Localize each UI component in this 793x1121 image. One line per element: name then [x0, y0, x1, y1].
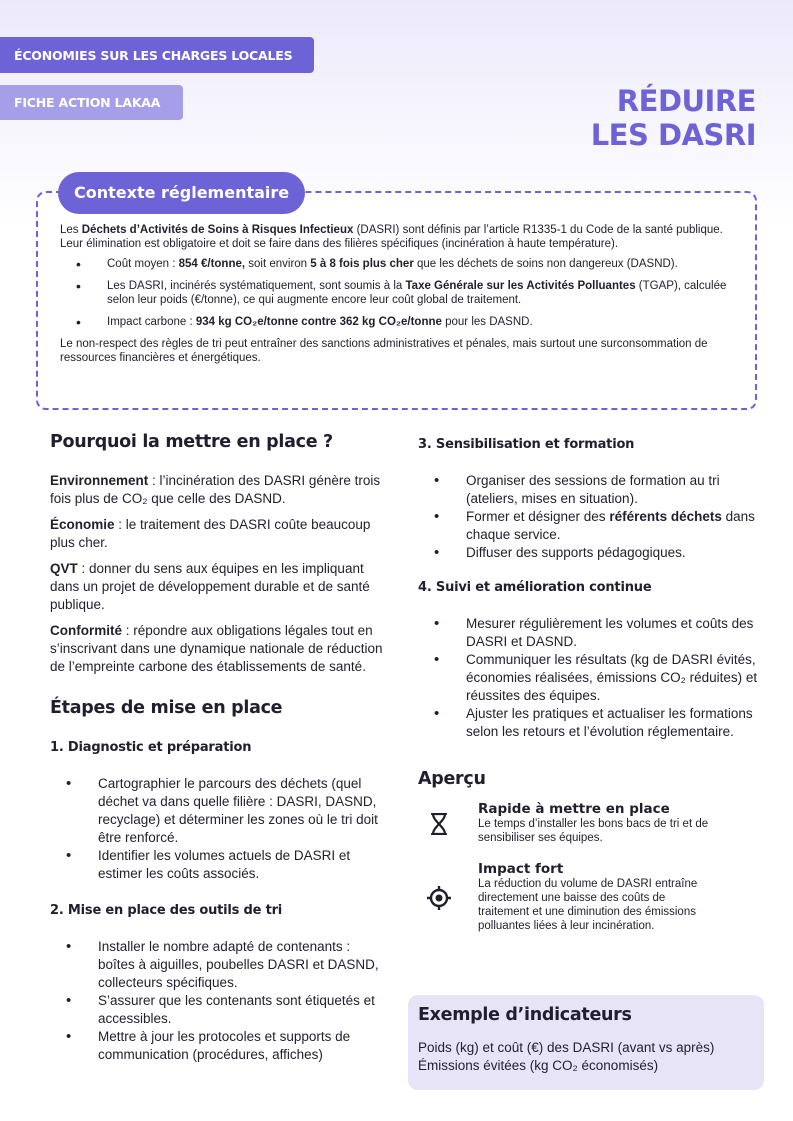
list-item: • Identifier les volumes actuels de DASRI et estimer les coûts associés. — [50, 847, 385, 883]
text: Les DASRI, incinérés systématiquement, sont soumis à la — [107, 280, 406, 292]
why-text: : le traitement des DASRI coûte beaucoup plus cher. — [50, 517, 371, 550]
bold-text: 5 à 8 fois plus cher — [310, 258, 414, 270]
why-heading: Pourquoi la mettre en place ? — [50, 432, 333, 452]
overview-item-title: Impact fort — [478, 861, 564, 877]
list-item — [60, 315, 740, 329]
overview-item-desc: La réduction du volume de DASRI entraîne directement une baisse des coûts de traitement et une diminution des émissions polluantes liées à leur incinération. — [478, 878, 698, 932]
list-item: • Mesurer régulièrement les volumes et coûts des DASRI et DASND. — [418, 615, 763, 651]
right-column — [418, 437, 763, 933]
overview-item-impact — [418, 861, 763, 933]
section-tag-label: ÉCONOMIES SUR LES CHARGES LOCALES — [14, 48, 293, 63]
page-title — [591, 84, 756, 152]
sheet-tag-label: FICHE ACTION LAKAA — [14, 95, 161, 110]
list-item: • Installer le nombre adapté de contenants : boîtes à aiguilles, poubelles DASRI et DASND, collecteurs spécifiques. — [50, 938, 385, 992]
list-item: • Mettre à jour les protocoles et supports de communication (procédures, affiches) — [50, 1028, 385, 1064]
left-column — [50, 432, 385, 1064]
bold-text: 934 kg CO₂e/tonne contre 362 kg CO₂e/tonne — [195, 316, 442, 328]
overview-item-quick — [418, 801, 763, 845]
section-tag — [0, 37, 314, 73]
title-line-2: LES DASRI — [590, 118, 756, 152]
list-item: • Ajuster les pratiques et actualiser les formations selon les retours et l’évolution réglementaire. — [418, 705, 763, 741]
list-item: • Cartographier le parcours des déchets (quel déchet va dans quelle filière : DASRI, DASND, recyclage) et déterminer les zones où le tri doit être renforcé. — [50, 775, 385, 847]
context-heading: Contexte réglementaire — [58, 172, 305, 214]
sheet-tag — [0, 85, 183, 120]
step-3-title: 3. Sensibilisation et formation — [418, 437, 635, 452]
indicator-line: Poids (kg) et coût (€) des DASRI (avant vs après) — [418, 1040, 715, 1055]
bold-text: 854 €/tonne, — [178, 258, 246, 270]
why-text: : répondre aux obligations légales tout en s’inscrivant dans une dynamique nationale de réduction de l’empreinte carbone des établissements de santé. — [50, 623, 383, 674]
why-item — [50, 622, 385, 676]
step-1-title: 1. Diagnostic et préparation — [50, 740, 252, 755]
text: que les déchets de soins non dangereux (DASND). — [413, 258, 678, 270]
why-text: : l’incinération des DASRI génère trois fois plus de CO₂ que celle des DASND. — [50, 473, 381, 506]
overview-heading: Aperçu — [418, 769, 486, 789]
title-line-1: RÉDUIRE — [616, 84, 756, 118]
why-item — [50, 472, 385, 508]
bold-text: référents déchets — [609, 509, 722, 524]
list-item: • Communiquer les résultats (kg de DASRI évités, économies réalisées, émissions CO₂ réduites) et réussites des équipes. — [418, 651, 763, 705]
why-label: QVT — [50, 561, 78, 576]
step-3-list — [418, 472, 763, 562]
context-content — [60, 223, 740, 371]
text: Impact carbone : — [107, 316, 196, 328]
indicators-heading: Exemple d’indicateurs — [418, 1005, 632, 1025]
context-list — [60, 257, 740, 329]
why-item — [50, 516, 385, 552]
why-label: Environnement — [50, 473, 149, 488]
list-item: • S’assurer que les contenants sont étiquetés et accessibles. — [50, 992, 385, 1028]
text: soit environ — [245, 258, 311, 270]
context-intro — [60, 223, 740, 251]
list-item: • Diffuser des supports pédagogiques. — [418, 544, 763, 562]
list-item — [60, 257, 740, 271]
text: Coût moyen : — [107, 258, 179, 270]
text: dans chaque service. — [466, 509, 755, 542]
list-item — [60, 279, 740, 307]
context-outro: Le non-respect des règles de tri peut entraîner des sanctions administratives et pénales, mais surtout une surconsommation de ressources financières et énergétiques. — [60, 338, 708, 364]
hourglass-icon — [424, 809, 454, 839]
why-text: : donner du sens aux équipes en les impliquant dans un projet de développement durable et de santé publique. — [50, 561, 370, 612]
text: Former et désigner des — [466, 509, 610, 524]
why-label: Conformité — [50, 623, 122, 638]
step-2-title: 2. Mise en place des outils de tri — [50, 903, 283, 918]
bold-text: Déchets d’Activités de Soins à Risques Infectieux — [81, 224, 354, 236]
indicators-box — [408, 995, 764, 1090]
indicator-line: Émissions évitées (kg CO₂ économisés) — [418, 1058, 659, 1073]
text: (TGAP), calculée selon leur poids (€/tonne), ce qui augmente encore leur coût global de traitement. — [107, 280, 727, 306]
text: pour les DASND. — [441, 316, 533, 328]
bold-text: Taxe Générale sur les Activités Polluantes — [405, 280, 636, 292]
why-label: Économie — [50, 517, 115, 532]
steps-heading: Étapes de mise en place — [50, 698, 283, 718]
text: Les — [60, 224, 82, 236]
text: (DASRI) sont définis par l’article R1335-1 du Code de la santé publique. Leur élimination est obligatoire et doit se faire dans des filières spécifiques (incinération à haute température). — [60, 224, 723, 250]
step-2-list — [50, 938, 385, 1064]
overview-item-desc: Le temps d’installer les bons bacs de tri et de sensibiliser ses équipes. — [478, 818, 709, 844]
step-4-list — [418, 615, 763, 741]
overview-item-title: Rapide à mettre en place — [478, 801, 670, 817]
step-4-title: 4. Suivi et amélioration continue — [418, 580, 652, 595]
step-1-list — [50, 775, 385, 883]
target-icon — [424, 883, 454, 913]
list-item — [418, 508, 763, 544]
why-item — [50, 560, 385, 614]
list-item: • Organiser des sessions de formation au tri (ateliers, mises en situation). — [418, 472, 763, 508]
